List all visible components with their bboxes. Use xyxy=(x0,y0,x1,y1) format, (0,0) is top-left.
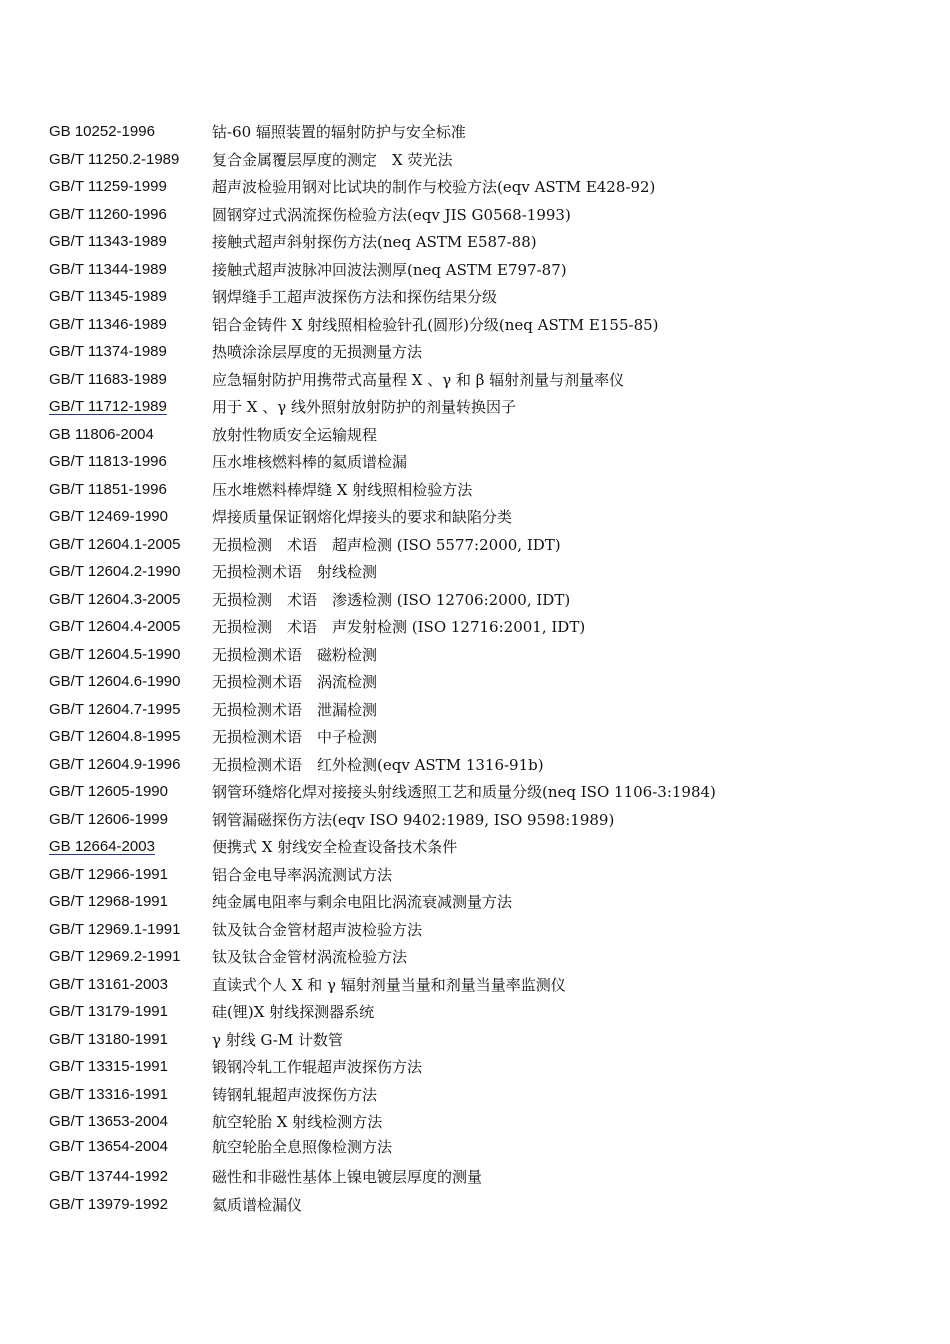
standard-code: GB 11806-2004 xyxy=(49,426,154,443)
standard-title: 压水堆燃料棒焊缝 X 射线照相检验方法 xyxy=(212,481,473,499)
standard-row xyxy=(0,616,950,638)
standard-row xyxy=(0,946,950,968)
standard-title: 钛及钛合金管材超声波检验方法 xyxy=(212,921,423,939)
standard-row xyxy=(0,341,950,363)
standard-title: 纯金属电阻率与剩余电阻比涡流衰减测量方法 xyxy=(212,893,513,911)
standard-title: 放射性物质安全运输规程 xyxy=(212,426,378,444)
standard-title: 无损检测术语 涡流检测 xyxy=(212,673,378,691)
standard-row xyxy=(0,836,950,858)
standard-row xyxy=(0,534,950,556)
standard-row xyxy=(0,204,950,226)
standard-code: GB/T 13316-1991 xyxy=(49,1086,168,1103)
standard-title: 直读式个人 X 和 γ 辐射剂量当量和剂量当量率监测仪 xyxy=(212,976,566,994)
standard-code: GB/T 13315-1991 xyxy=(49,1058,168,1075)
standard-code: GB/T 12469-1990 xyxy=(49,508,168,525)
standard-code: GB/T 11344-1989 xyxy=(49,261,167,278)
standard-row xyxy=(0,781,950,803)
standard-row xyxy=(0,1029,950,1051)
standard-code[interactable]: GB/T 11712-1989 xyxy=(49,398,167,415)
standard-code: GB/T 11250.2-1989 xyxy=(49,151,180,168)
standard-title: 铝合金铸件 X 射线照相检验针孔(圆形)分级(neq ASTM E155-85) xyxy=(212,316,659,334)
standard-code: GB/T 12604.5-1990 xyxy=(49,646,181,663)
standard-title: 钴-60 辐照装置的辐射防护与安全标准 xyxy=(212,123,466,141)
standard-title: 硅(锂)X 射线探测器系统 xyxy=(212,1003,375,1021)
standard-row xyxy=(0,726,950,748)
standard-title: 无损检测术语 射线检测 xyxy=(212,563,378,581)
standard-code: GB/T 13654-2004 xyxy=(49,1138,168,1155)
standard-row xyxy=(0,451,950,473)
standard-title: 压水堆核燃料棒的氦质谱检漏 xyxy=(212,453,408,471)
standard-title: 航空轮胎全息照像检测方法 xyxy=(212,1138,393,1156)
standard-row xyxy=(0,1111,950,1133)
standard-title: 无损检测术语 红外检测(eqv ASTM 1316-91b) xyxy=(212,756,544,774)
standard-title: 钢管漏磁探伤方法(eqv ISO 9402:1989, ISO 9598:1989) xyxy=(212,811,615,829)
standard-row xyxy=(0,671,950,693)
standard-row xyxy=(0,561,950,583)
standard-code: GB/T 13161-2003 xyxy=(49,976,168,993)
standard-row xyxy=(0,231,950,253)
standard-title: 无损检测 术语 超声检测 (ISO 5577:2000, IDT) xyxy=(212,536,561,554)
standard-row xyxy=(0,1001,950,1023)
standard-row xyxy=(0,424,950,446)
standard-code: GB/T 12966-1991 xyxy=(49,866,168,883)
standard-row xyxy=(0,314,950,336)
standard-title: 铸钢轧辊超声波探伤方法 xyxy=(212,1086,378,1104)
standard-code: GB/T 11345-1989 xyxy=(49,288,167,305)
standard-row xyxy=(0,1166,950,1188)
standard-code: GB/T 12969.2-1991 xyxy=(49,948,181,965)
standard-row xyxy=(0,864,950,886)
standard-title: 铝合金电导率涡流测试方法 xyxy=(212,866,393,884)
standard-code: GB/T 12605-1990 xyxy=(49,783,168,800)
standard-row xyxy=(0,699,950,721)
standard-code: GB/T 11259-1999 xyxy=(49,178,167,195)
standard-row xyxy=(0,506,950,528)
standard-title: 无损检测 术语 声发射检测 (ISO 12716:2001, IDT) xyxy=(212,618,586,636)
standard-title: 热喷涂涂层厚度的无损测量方法 xyxy=(212,343,423,361)
standard-code: GB/T 12604.6-1990 xyxy=(49,673,181,690)
standard-title: 复合金属覆层厚度的测定 X 荧光法 xyxy=(212,151,453,169)
standard-row xyxy=(0,121,950,143)
standard-row xyxy=(0,1056,950,1078)
standard-title: 焊接质量保证钢熔化焊接头的要求和缺陷分类 xyxy=(212,508,513,526)
standard-code: GB/T 11346-1989 xyxy=(49,316,167,333)
standard-title: 无损检测 术语 渗透检测 (ISO 12706:2000, IDT) xyxy=(212,591,571,609)
standard-title: 便携式 X 射线安全检查设备技术条件 xyxy=(212,838,458,856)
standard-title: 接触式超声斜射探伤方法(neq ASTM E587-88) xyxy=(212,233,537,251)
standard-code[interactable]: GB 12664-2003 xyxy=(49,838,155,855)
standard-row xyxy=(0,259,950,281)
standard-code: GB/T 13653-2004 xyxy=(49,1113,168,1130)
standard-code: GB/T 11851-1996 xyxy=(49,481,167,498)
standard-row xyxy=(0,479,950,501)
standard-title: 钢焊缝手工超声波探伤方法和探伤结果分级 xyxy=(212,288,498,306)
standard-row xyxy=(0,396,950,418)
standard-code: GB/T 12604.4-2005 xyxy=(49,618,181,635)
standard-row xyxy=(0,1194,950,1216)
standard-title: 无损检测术语 磁粉检测 xyxy=(212,646,378,664)
standard-title: 圆钢穿过式涡流探伤检验方法(eqv JIS G0568-1993) xyxy=(212,206,571,224)
standard-row xyxy=(0,149,950,171)
standard-title: γ 射线 G-M 计数管 xyxy=(212,1031,343,1049)
standard-code: GB/T 11683-1989 xyxy=(49,371,167,388)
standard-code: GB/T 13179-1991 xyxy=(49,1003,168,1020)
standard-code: GB/T 11374-1989 xyxy=(49,343,167,360)
standard-code: GB/T 11343-1989 xyxy=(49,233,167,250)
standard-code: GB/T 11813-1996 xyxy=(49,453,167,470)
standard-title: 无损检测术语 泄漏检测 xyxy=(212,701,378,719)
standard-code: GB/T 12604.8-1995 xyxy=(49,728,181,745)
standard-title: 锻钢冷轧工作辊超声波探伤方法 xyxy=(212,1058,423,1076)
standard-code: GB/T 12968-1991 xyxy=(49,893,168,910)
standard-title: 无损检测术语 中子检测 xyxy=(212,728,378,746)
standard-row xyxy=(0,1136,950,1158)
standard-row xyxy=(0,644,950,666)
standard-title: 接触式超声波脉冲回波法测厚(neq ASTM E797-87) xyxy=(212,261,567,279)
standard-row xyxy=(0,286,950,308)
standard-row xyxy=(0,369,950,391)
standard-code: GB 10252-1996 xyxy=(49,123,155,140)
standard-title: 用于 X 、γ 线外照射放射防护的剂量转换因子 xyxy=(212,398,516,416)
standard-title: 钢管环缝熔化焊对接接头射线透照工艺和质量分级(neq ISO 1106-3:1984) xyxy=(212,783,716,801)
standard-code: GB/T 12604.3-2005 xyxy=(49,591,181,608)
standard-code: GB/T 12604.2-1990 xyxy=(49,563,181,580)
standard-title: 应急辐射防护用携带式高量程 X 、γ 和 β 辐射剂量与剂量率仪 xyxy=(212,371,625,389)
standard-title: 航空轮胎 X 射线检测方法 xyxy=(212,1113,383,1131)
standard-code: GB/T 13979-1992 xyxy=(49,1196,168,1213)
standard-row xyxy=(0,974,950,996)
standard-title: 超声波检验用钢对比试块的制作与校验方法(eqv ASTM E428-92) xyxy=(212,178,656,196)
standard-code: GB/T 13744-1992 xyxy=(49,1168,168,1185)
standard-code: GB/T 12606-1999 xyxy=(49,811,168,828)
standard-code: GB/T 12969.1-1991 xyxy=(49,921,181,938)
standard-row xyxy=(0,891,950,913)
standard-row xyxy=(0,919,950,941)
standard-code: GB/T 12604.1-2005 xyxy=(49,536,181,553)
standard-title: 氦质谱检漏仪 xyxy=(212,1196,303,1214)
standard-row xyxy=(0,176,950,198)
standard-row xyxy=(0,754,950,776)
standard-code: GB/T 12604.7-1995 xyxy=(49,701,181,718)
standard-code: GB/T 12604.9-1996 xyxy=(49,756,181,773)
standard-row xyxy=(0,809,950,831)
standard-row xyxy=(0,1084,950,1106)
standard-title: 磁性和非磁性基体上镍电镀层厚度的测量 xyxy=(212,1168,483,1186)
standard-row xyxy=(0,589,950,611)
standard-code: GB/T 13180-1991 xyxy=(49,1031,168,1048)
standard-title: 钛及钛合金管材涡流检验方法 xyxy=(212,948,408,966)
standard-code: GB/T 11260-1996 xyxy=(49,206,167,223)
